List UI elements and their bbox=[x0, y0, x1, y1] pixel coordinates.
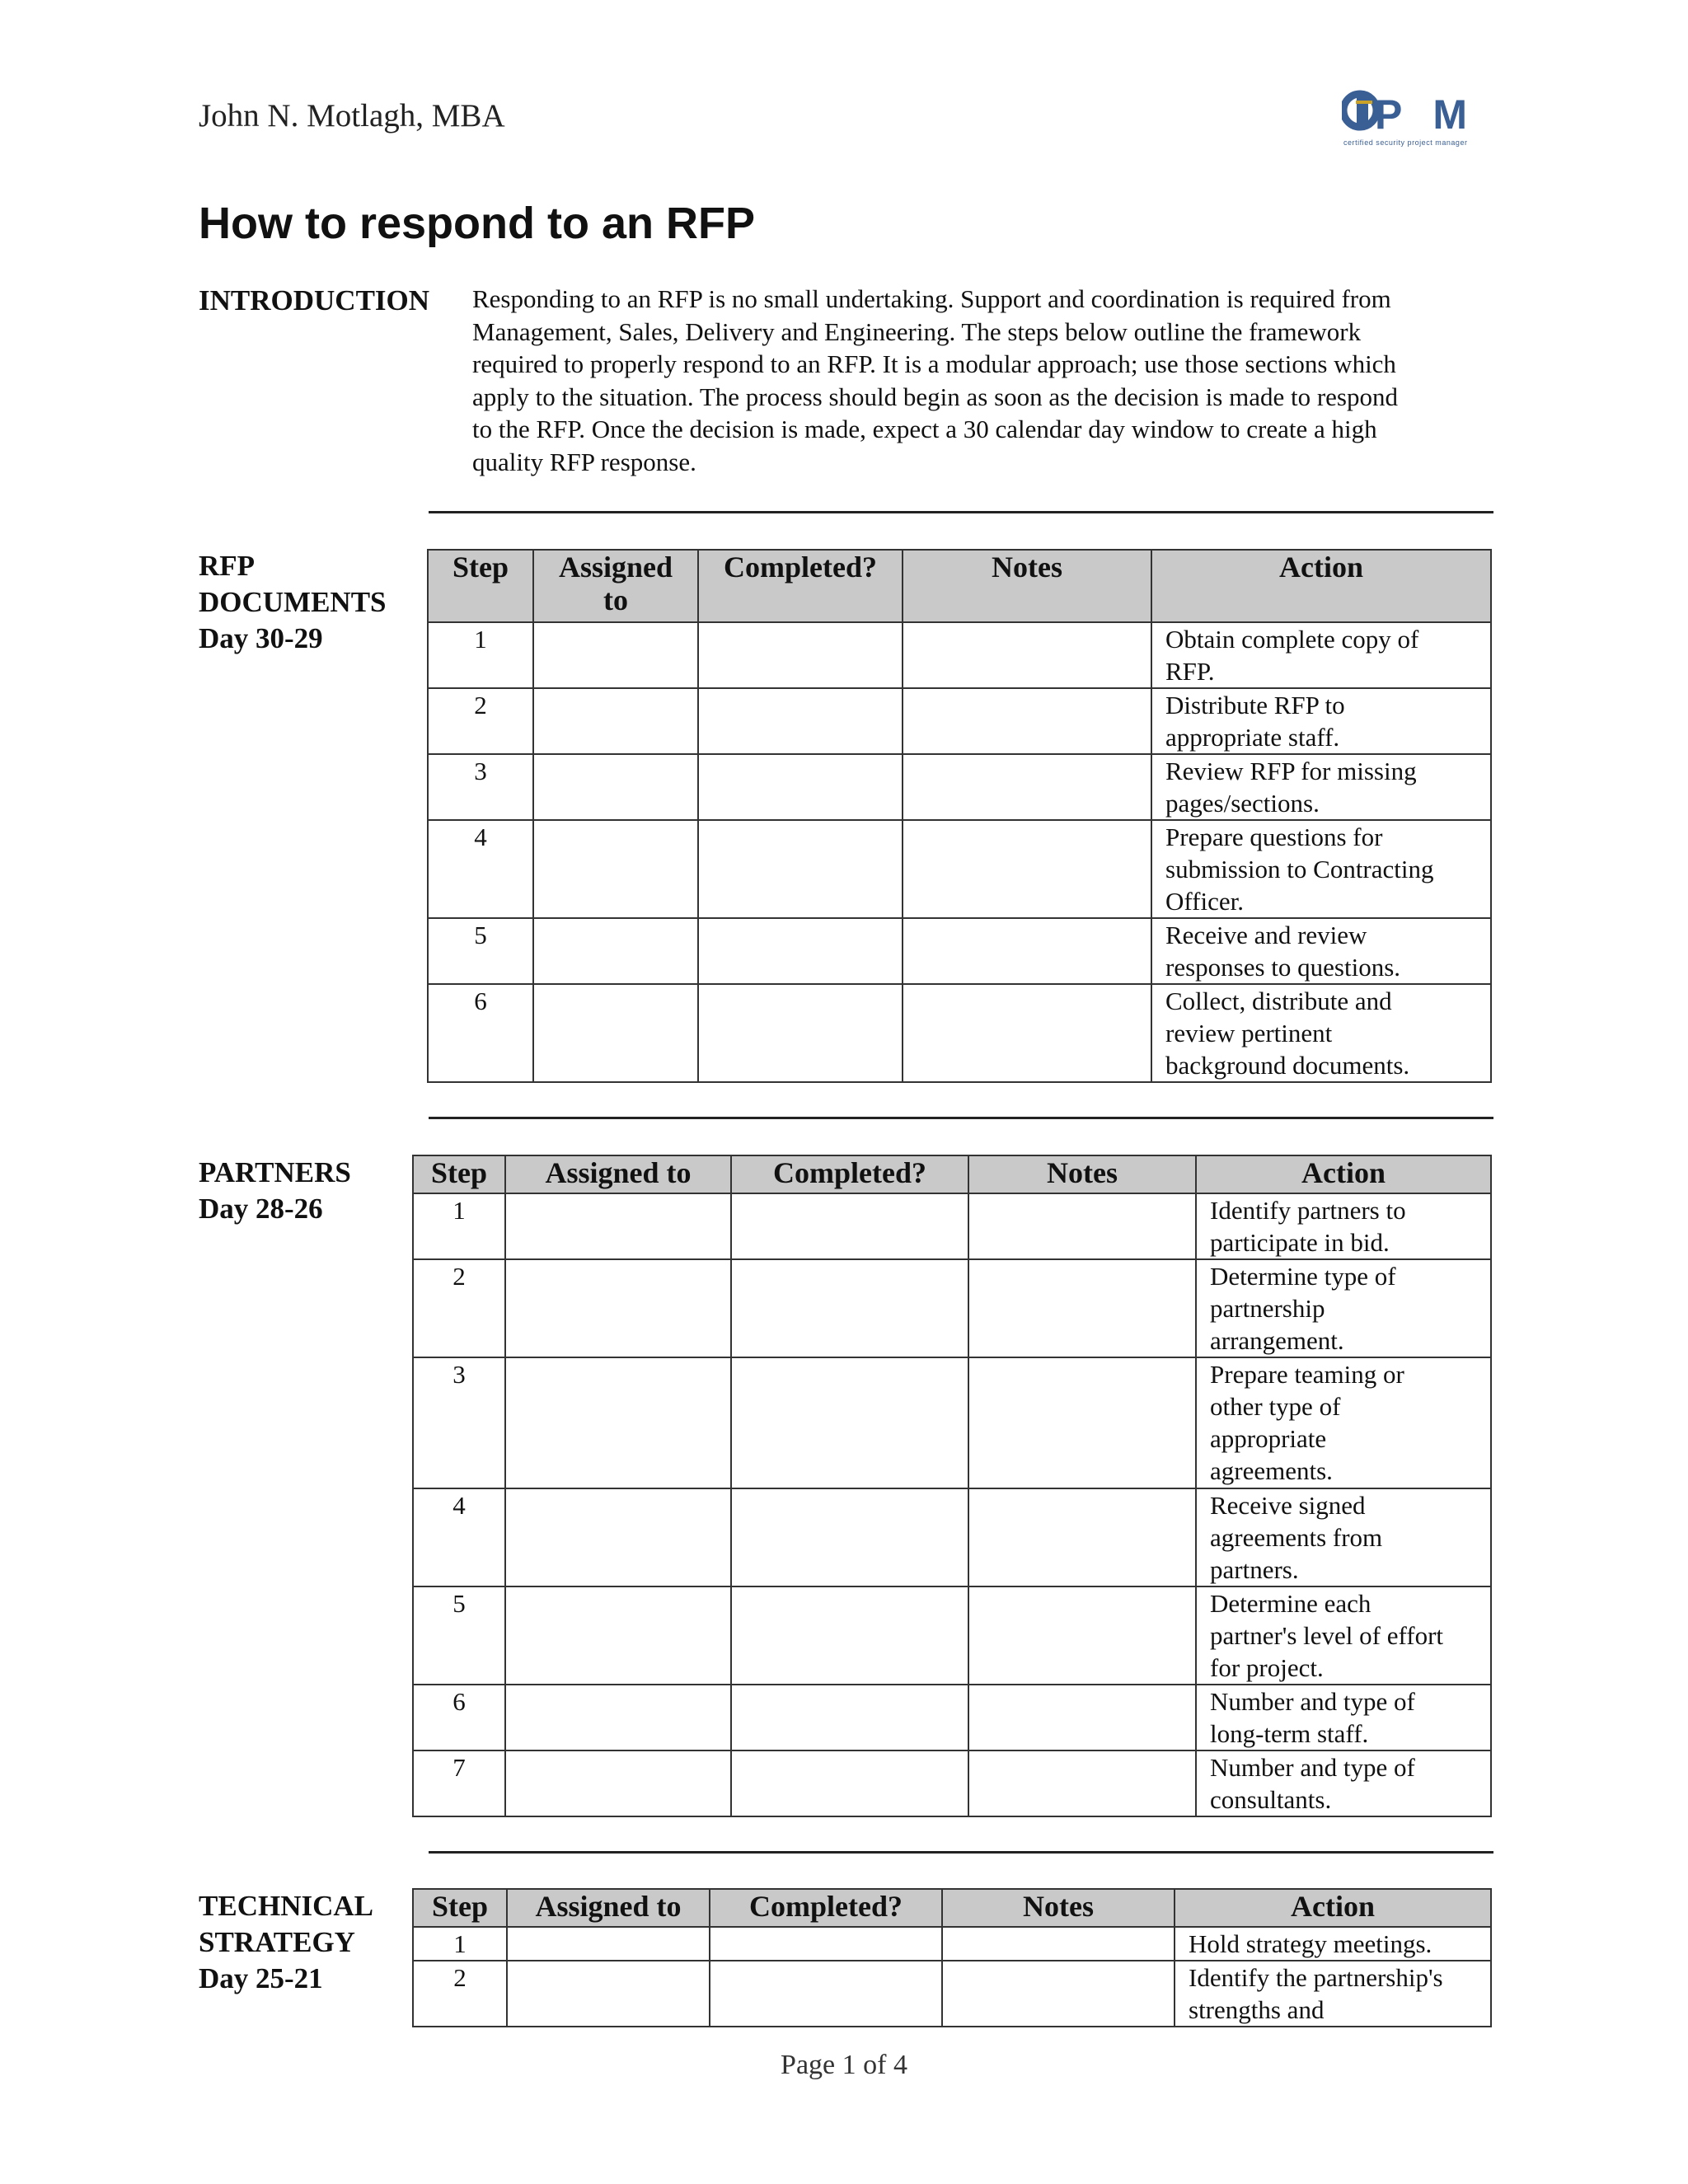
action-cell: Obtain complete copy of RFP. bbox=[1151, 622, 1491, 688]
notes-header: Notes bbox=[968, 1155, 1196, 1193]
table-header-row bbox=[428, 550, 1491, 622]
partners-label: PARTNERS Day 28-26 bbox=[199, 1156, 351, 1225]
action-header: Action bbox=[1175, 1889, 1491, 1927]
cspm-logo bbox=[1342, 86, 1469, 152]
action-cell: Receive signed agreements from partners. bbox=[1196, 1488, 1491, 1586]
assigned-to-cell[interactable] bbox=[533, 622, 698, 688]
assigned-to-cell[interactable] bbox=[505, 1750, 731, 1816]
svg-text:certified security project man: certified security project manager bbox=[1343, 138, 1467, 147]
assigned-to-cell[interactable] bbox=[533, 688, 698, 754]
author-name: John N. Motlagh, MBA bbox=[199, 98, 505, 134]
assigned-to-header: Assigned to bbox=[533, 550, 698, 622]
svg-text:PM: PM bbox=[1375, 91, 1467, 138]
table-row bbox=[413, 1927, 1491, 1961]
intro-line: required to properly respond to an RFP. It is a modular approach; use those sections which bbox=[472, 349, 1396, 378]
action-header: Action bbox=[1151, 550, 1491, 622]
step-number: 2 bbox=[428, 688, 533, 754]
completed-header: Completed? bbox=[698, 550, 903, 622]
action-cell: Hold strategy meetings. bbox=[1175, 1927, 1491, 1961]
completed-cell[interactable] bbox=[731, 1193, 968, 1259]
assigned-to-cell[interactable] bbox=[533, 918, 698, 984]
completed-cell[interactable] bbox=[698, 688, 903, 754]
step-number: 2 bbox=[413, 1961, 507, 2027]
assigned-to-cell[interactable] bbox=[505, 1259, 731, 1357]
table-header-row bbox=[413, 1889, 1491, 1927]
notes-cell[interactable] bbox=[903, 820, 1151, 918]
intro-line: quality RFP response. bbox=[472, 447, 696, 476]
introduction-label: INTRODUCTION bbox=[199, 284, 430, 316]
action-cell: Distribute RFP to appropriate staff. bbox=[1151, 688, 1491, 754]
action-cell: Collect, distribute and review pertinent background documents. bbox=[1151, 984, 1491, 1082]
action-cell: Number and type of consultants. bbox=[1196, 1750, 1491, 1816]
step-number: 6 bbox=[428, 984, 533, 1082]
notes-cell[interactable] bbox=[968, 1750, 1196, 1816]
technical-strategy-table bbox=[412, 1888, 1492, 2027]
action-cell: Receive and review responses to questions. bbox=[1151, 918, 1491, 984]
completed-cell[interactable] bbox=[731, 1488, 968, 1586]
action-cell: Determine each partner's level of effort for project. bbox=[1196, 1586, 1491, 1685]
table-row bbox=[428, 688, 1491, 754]
assigned-to-cell[interactable] bbox=[505, 1488, 731, 1586]
step-number: 2 bbox=[413, 1259, 505, 1357]
completed-cell[interactable] bbox=[698, 820, 903, 918]
action-cell: Prepare questions for submission to Contracting Officer. bbox=[1151, 820, 1491, 918]
completed-cell[interactable] bbox=[698, 984, 903, 1082]
table-row bbox=[428, 754, 1491, 820]
notes-cell[interactable] bbox=[903, 622, 1151, 688]
step-number: 4 bbox=[413, 1488, 505, 1586]
action-cell: Identify the partnership's strengths and bbox=[1175, 1961, 1491, 2027]
notes-cell[interactable] bbox=[968, 1488, 1196, 1586]
table-row bbox=[428, 622, 1491, 688]
completed-cell[interactable] bbox=[731, 1357, 968, 1488]
assigned-to-cell[interactable] bbox=[505, 1685, 731, 1750]
notes-cell[interactable] bbox=[968, 1193, 1196, 1259]
technical-strategy-label: TECHNICAL STRATEGY Day 25-21 bbox=[199, 1890, 373, 1994]
assigned-to-cell[interactable] bbox=[505, 1193, 731, 1259]
section-divider bbox=[429, 1117, 1493, 1119]
assigned-to-cell[interactable] bbox=[533, 820, 698, 918]
rfp-documents-label: RFP DOCUMENTS Day 30-29 bbox=[199, 550, 387, 654]
table-row bbox=[428, 984, 1491, 1082]
notes-header: Notes bbox=[942, 1889, 1175, 1927]
step-number: 1 bbox=[428, 622, 533, 688]
assigned-to-cell[interactable] bbox=[505, 1586, 731, 1685]
partners-table bbox=[412, 1155, 1492, 1817]
assigned-to-cell[interactable] bbox=[505, 1357, 731, 1488]
completed-cell[interactable] bbox=[698, 622, 903, 688]
completed-cell[interactable] bbox=[710, 1927, 942, 1961]
table-row bbox=[413, 1685, 1491, 1750]
notes-cell[interactable] bbox=[903, 918, 1151, 984]
action-cell: Determine type of partnership arrangement. bbox=[1196, 1259, 1491, 1357]
completed-cell[interactable] bbox=[731, 1259, 968, 1357]
notes-cell[interactable] bbox=[968, 1685, 1196, 1750]
rfp-documents-table bbox=[427, 549, 1492, 1083]
table-row bbox=[413, 1193, 1491, 1259]
action-header: Action bbox=[1196, 1155, 1491, 1193]
completed-header: Completed? bbox=[710, 1889, 942, 1927]
step-header: Step bbox=[413, 1155, 505, 1193]
table-row bbox=[413, 1750, 1491, 1816]
assigned-to-cell[interactable] bbox=[533, 984, 698, 1082]
assigned-to-cell[interactable] bbox=[533, 754, 698, 820]
notes-cell[interactable] bbox=[942, 1927, 1175, 1961]
completed-cell[interactable] bbox=[698, 918, 903, 984]
action-cell: Review RFP for missing pages/sections. bbox=[1151, 754, 1491, 820]
notes-header: Notes bbox=[903, 550, 1151, 622]
introduction-text bbox=[472, 283, 1488, 478]
assigned-to-header: Assigned to bbox=[505, 1155, 731, 1193]
table-row bbox=[428, 820, 1491, 918]
step-number: 7 bbox=[413, 1750, 505, 1816]
table-row bbox=[428, 918, 1491, 984]
completed-cell[interactable] bbox=[731, 1750, 968, 1816]
table-row bbox=[413, 1961, 1491, 2027]
step-header: Step bbox=[428, 550, 533, 622]
intro-line: apply to the situation. The process should begin as soon as the decision is made to respond bbox=[472, 382, 1398, 411]
step-number: 5 bbox=[428, 918, 533, 984]
page-number: Page 1 of 4 bbox=[781, 2050, 907, 2080]
notes-cell[interactable] bbox=[942, 1961, 1175, 2027]
notes-cell[interactable] bbox=[968, 1586, 1196, 1685]
step-number: 5 bbox=[413, 1586, 505, 1685]
notes-cell[interactable] bbox=[903, 688, 1151, 754]
notes-cell[interactable] bbox=[968, 1259, 1196, 1357]
step-number: 3 bbox=[428, 754, 533, 820]
notes-cell[interactable] bbox=[903, 984, 1151, 1082]
step-header: Step bbox=[413, 1889, 507, 1927]
table-row bbox=[413, 1259, 1491, 1357]
action-cell: Prepare teaming or other type of appropriate agreements. bbox=[1196, 1357, 1491, 1488]
completed-cell[interactable] bbox=[710, 1961, 942, 2027]
step-number: 1 bbox=[413, 1927, 507, 1961]
action-cell: Identify partners to participate in bid. bbox=[1196, 1193, 1491, 1259]
action-cell: Number and type of long-term staff. bbox=[1196, 1685, 1491, 1750]
intro-line: Responding to an RFP is no small undertaking. Support and coordination is required from bbox=[472, 284, 1391, 313]
notes-cell[interactable] bbox=[903, 754, 1151, 820]
table-row bbox=[413, 1357, 1491, 1488]
step-number: 1 bbox=[413, 1193, 505, 1259]
table-row bbox=[413, 1586, 1491, 1685]
assigned-to-cell[interactable] bbox=[507, 1927, 710, 1961]
step-number: 4 bbox=[428, 820, 533, 918]
table-header-row bbox=[413, 1155, 1491, 1193]
step-number: 6 bbox=[413, 1685, 505, 1750]
assigned-to-cell[interactable] bbox=[507, 1961, 710, 2027]
intro-line: Management, Sales, Delivery and Engineering. The steps below outline the framework bbox=[472, 316, 1362, 346]
completed-cell[interactable] bbox=[731, 1685, 968, 1750]
table-row bbox=[413, 1488, 1491, 1586]
notes-cell[interactable] bbox=[968, 1357, 1196, 1488]
completed-cell[interactable] bbox=[698, 754, 903, 820]
page-title: How to respond to an RFP bbox=[199, 199, 755, 248]
step-number: 3 bbox=[413, 1357, 505, 1488]
completed-cell[interactable] bbox=[731, 1586, 968, 1685]
completed-header: Completed? bbox=[731, 1155, 968, 1193]
assigned-to-header: Assigned to bbox=[507, 1889, 710, 1927]
section-divider bbox=[429, 511, 1493, 513]
intro-line: to the RFP. Once the decision is made, expect a 30 calendar day window to create a high bbox=[472, 415, 1377, 443]
section-divider bbox=[429, 1851, 1493, 1854]
